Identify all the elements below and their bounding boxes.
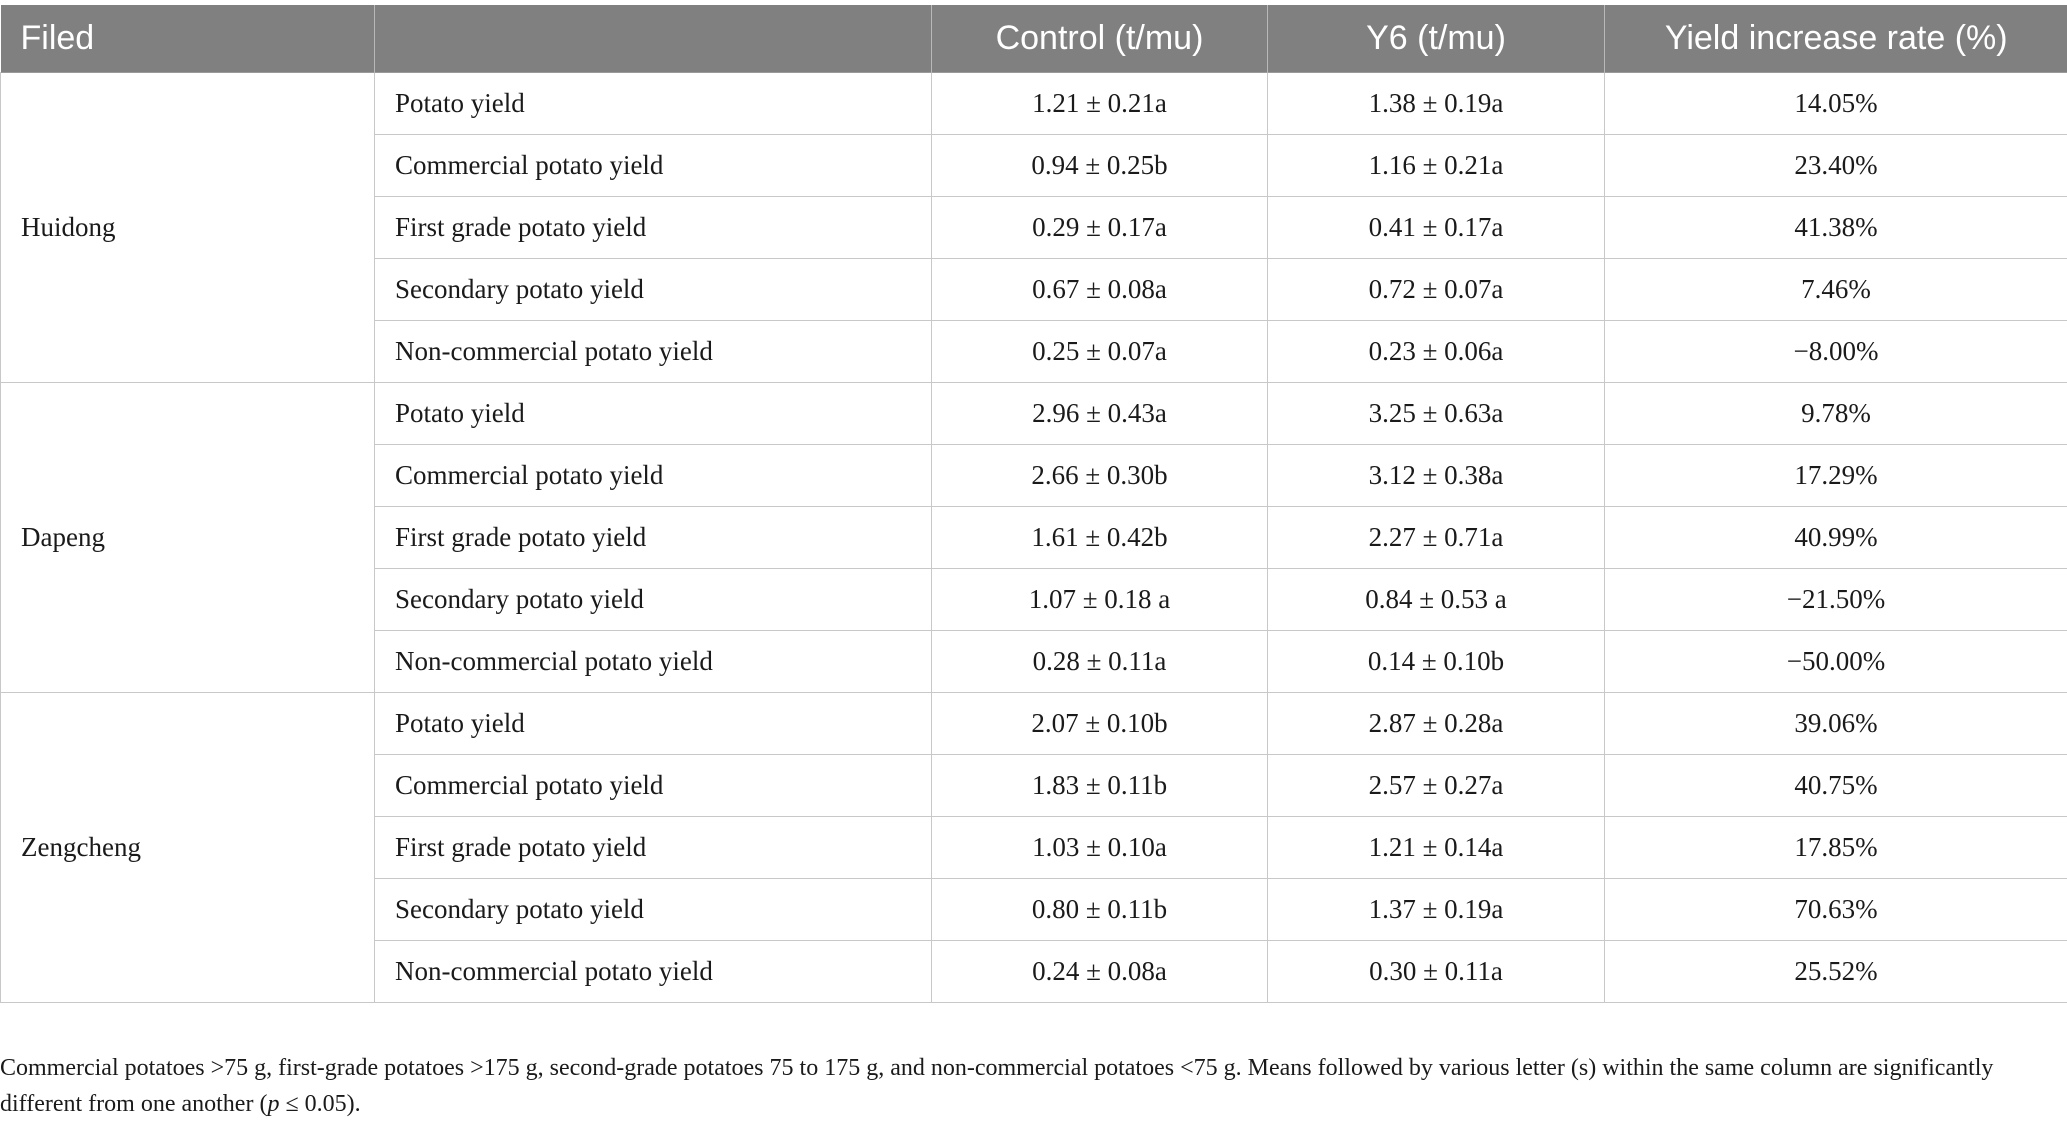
rate-cell: 17.29% xyxy=(1605,445,2067,507)
y6-cell: 0.41 ± 0.17a xyxy=(1268,197,1605,259)
field-cell: Zengcheng xyxy=(1,693,375,1003)
footnote-p-symbol: p xyxy=(267,1091,280,1117)
table-footnote xyxy=(0,1050,2020,1122)
item-cell: First grade potato yield xyxy=(375,817,932,879)
rate-cell: 9.78% xyxy=(1605,383,2067,445)
header-control: Control (t/mu) xyxy=(932,5,1268,73)
header-field: Filed xyxy=(1,5,375,73)
rate-cell: −50.00% xyxy=(1605,631,2067,693)
yield-table-container xyxy=(0,5,2067,1003)
y6-cell: 0.23 ± 0.06a xyxy=(1268,321,1605,383)
control-cell: 0.67 ± 0.08a xyxy=(932,259,1268,321)
footnote-text: Commercial potatoes >75 g, first-grade potatoes >175 g, second-grade potatoes 75 to 175 g, and non-commercial potatoes <75 g. Means followed by various letter (s) within the same column are significantly different from one another ( xyxy=(0,1055,1994,1117)
y6-cell: 1.21 ± 0.14a xyxy=(1268,817,1605,879)
rate-cell: 14.05% xyxy=(1605,73,2067,135)
y6-cell: 0.72 ± 0.07a xyxy=(1268,259,1605,321)
rate-cell: 25.52% xyxy=(1605,941,2067,1003)
item-cell: First grade potato yield xyxy=(375,197,932,259)
y6-cell: 3.12 ± 0.38a xyxy=(1268,445,1605,507)
rate-cell: 23.40% xyxy=(1605,135,2067,197)
control-cell: 1.21 ± 0.21a xyxy=(932,73,1268,135)
header-item xyxy=(375,5,932,73)
item-cell: Non-commercial potato yield xyxy=(375,631,932,693)
footnote-text-end: ≤ 0.05). xyxy=(279,1091,361,1117)
control-cell: 0.80 ± 0.11b xyxy=(932,879,1268,941)
rate-cell: −8.00% xyxy=(1605,321,2067,383)
control-cell: 1.61 ± 0.42b xyxy=(932,507,1268,569)
y6-cell: 1.37 ± 0.19a xyxy=(1268,879,1605,941)
item-cell: Non-commercial potato yield xyxy=(375,321,932,383)
y6-cell: 0.84 ± 0.53 a xyxy=(1268,569,1605,631)
header-y6: Y6 (t/mu) xyxy=(1268,5,1605,73)
control-cell: 0.24 ± 0.08a xyxy=(932,941,1268,1003)
header-rate: Yield increase rate (%) xyxy=(1605,5,2067,73)
control-cell: 0.29 ± 0.17a xyxy=(932,197,1268,259)
item-cell: Secondary potato yield xyxy=(375,879,932,941)
field-cell: Huidong xyxy=(1,73,375,383)
item-cell: First grade potato yield xyxy=(375,507,932,569)
control-cell: 2.07 ± 0.10b xyxy=(932,693,1268,755)
rate-cell: 7.46% xyxy=(1605,259,2067,321)
item-cell: Commercial potato yield xyxy=(375,445,932,507)
rate-cell: 40.99% xyxy=(1605,507,2067,569)
item-cell: Secondary potato yield xyxy=(375,569,932,631)
y6-cell: 2.87 ± 0.28a xyxy=(1268,693,1605,755)
rate-cell: 70.63% xyxy=(1605,879,2067,941)
y6-cell: 0.30 ± 0.11a xyxy=(1268,941,1605,1003)
table-row xyxy=(1,383,2067,445)
control-cell: 2.66 ± 0.30b xyxy=(932,445,1268,507)
rate-cell: 17.85% xyxy=(1605,817,2067,879)
y6-cell: 1.16 ± 0.21a xyxy=(1268,135,1605,197)
y6-cell: 3.25 ± 0.63a xyxy=(1268,383,1605,445)
field-cell: Dapeng xyxy=(1,383,375,693)
item-cell: Potato yield xyxy=(375,73,932,135)
header-row xyxy=(1,5,2067,73)
y6-cell: 2.57 ± 0.27a xyxy=(1268,755,1605,817)
control-cell: 1.07 ± 0.18 a xyxy=(932,569,1268,631)
control-cell: 0.94 ± 0.25b xyxy=(932,135,1268,197)
rate-cell: 39.06% xyxy=(1605,693,2067,755)
control-cell: 0.25 ± 0.07a xyxy=(932,321,1268,383)
item-cell: Secondary potato yield xyxy=(375,259,932,321)
item-cell: Commercial potato yield xyxy=(375,135,932,197)
item-cell: Potato yield xyxy=(375,383,932,445)
rate-cell: 41.38% xyxy=(1605,197,2067,259)
y6-cell: 1.38 ± 0.19a xyxy=(1268,73,1605,135)
yield-table xyxy=(0,5,2067,1003)
rate-cell: −21.50% xyxy=(1605,569,2067,631)
y6-cell: 0.14 ± 0.10b xyxy=(1268,631,1605,693)
item-cell: Commercial potato yield xyxy=(375,755,932,817)
item-cell: Potato yield xyxy=(375,693,932,755)
rate-cell: 40.75% xyxy=(1605,755,2067,817)
table-row xyxy=(1,73,2067,135)
table-row xyxy=(1,693,2067,755)
control-cell: 0.28 ± 0.11a xyxy=(932,631,1268,693)
control-cell: 2.96 ± 0.43a xyxy=(932,383,1268,445)
control-cell: 1.03 ± 0.10a xyxy=(932,817,1268,879)
y6-cell: 2.27 ± 0.71a xyxy=(1268,507,1605,569)
control-cell: 1.83 ± 0.11b xyxy=(932,755,1268,817)
table-body xyxy=(1,73,2067,1003)
item-cell: Non-commercial potato yield xyxy=(375,941,932,1003)
table-header xyxy=(1,5,2067,73)
